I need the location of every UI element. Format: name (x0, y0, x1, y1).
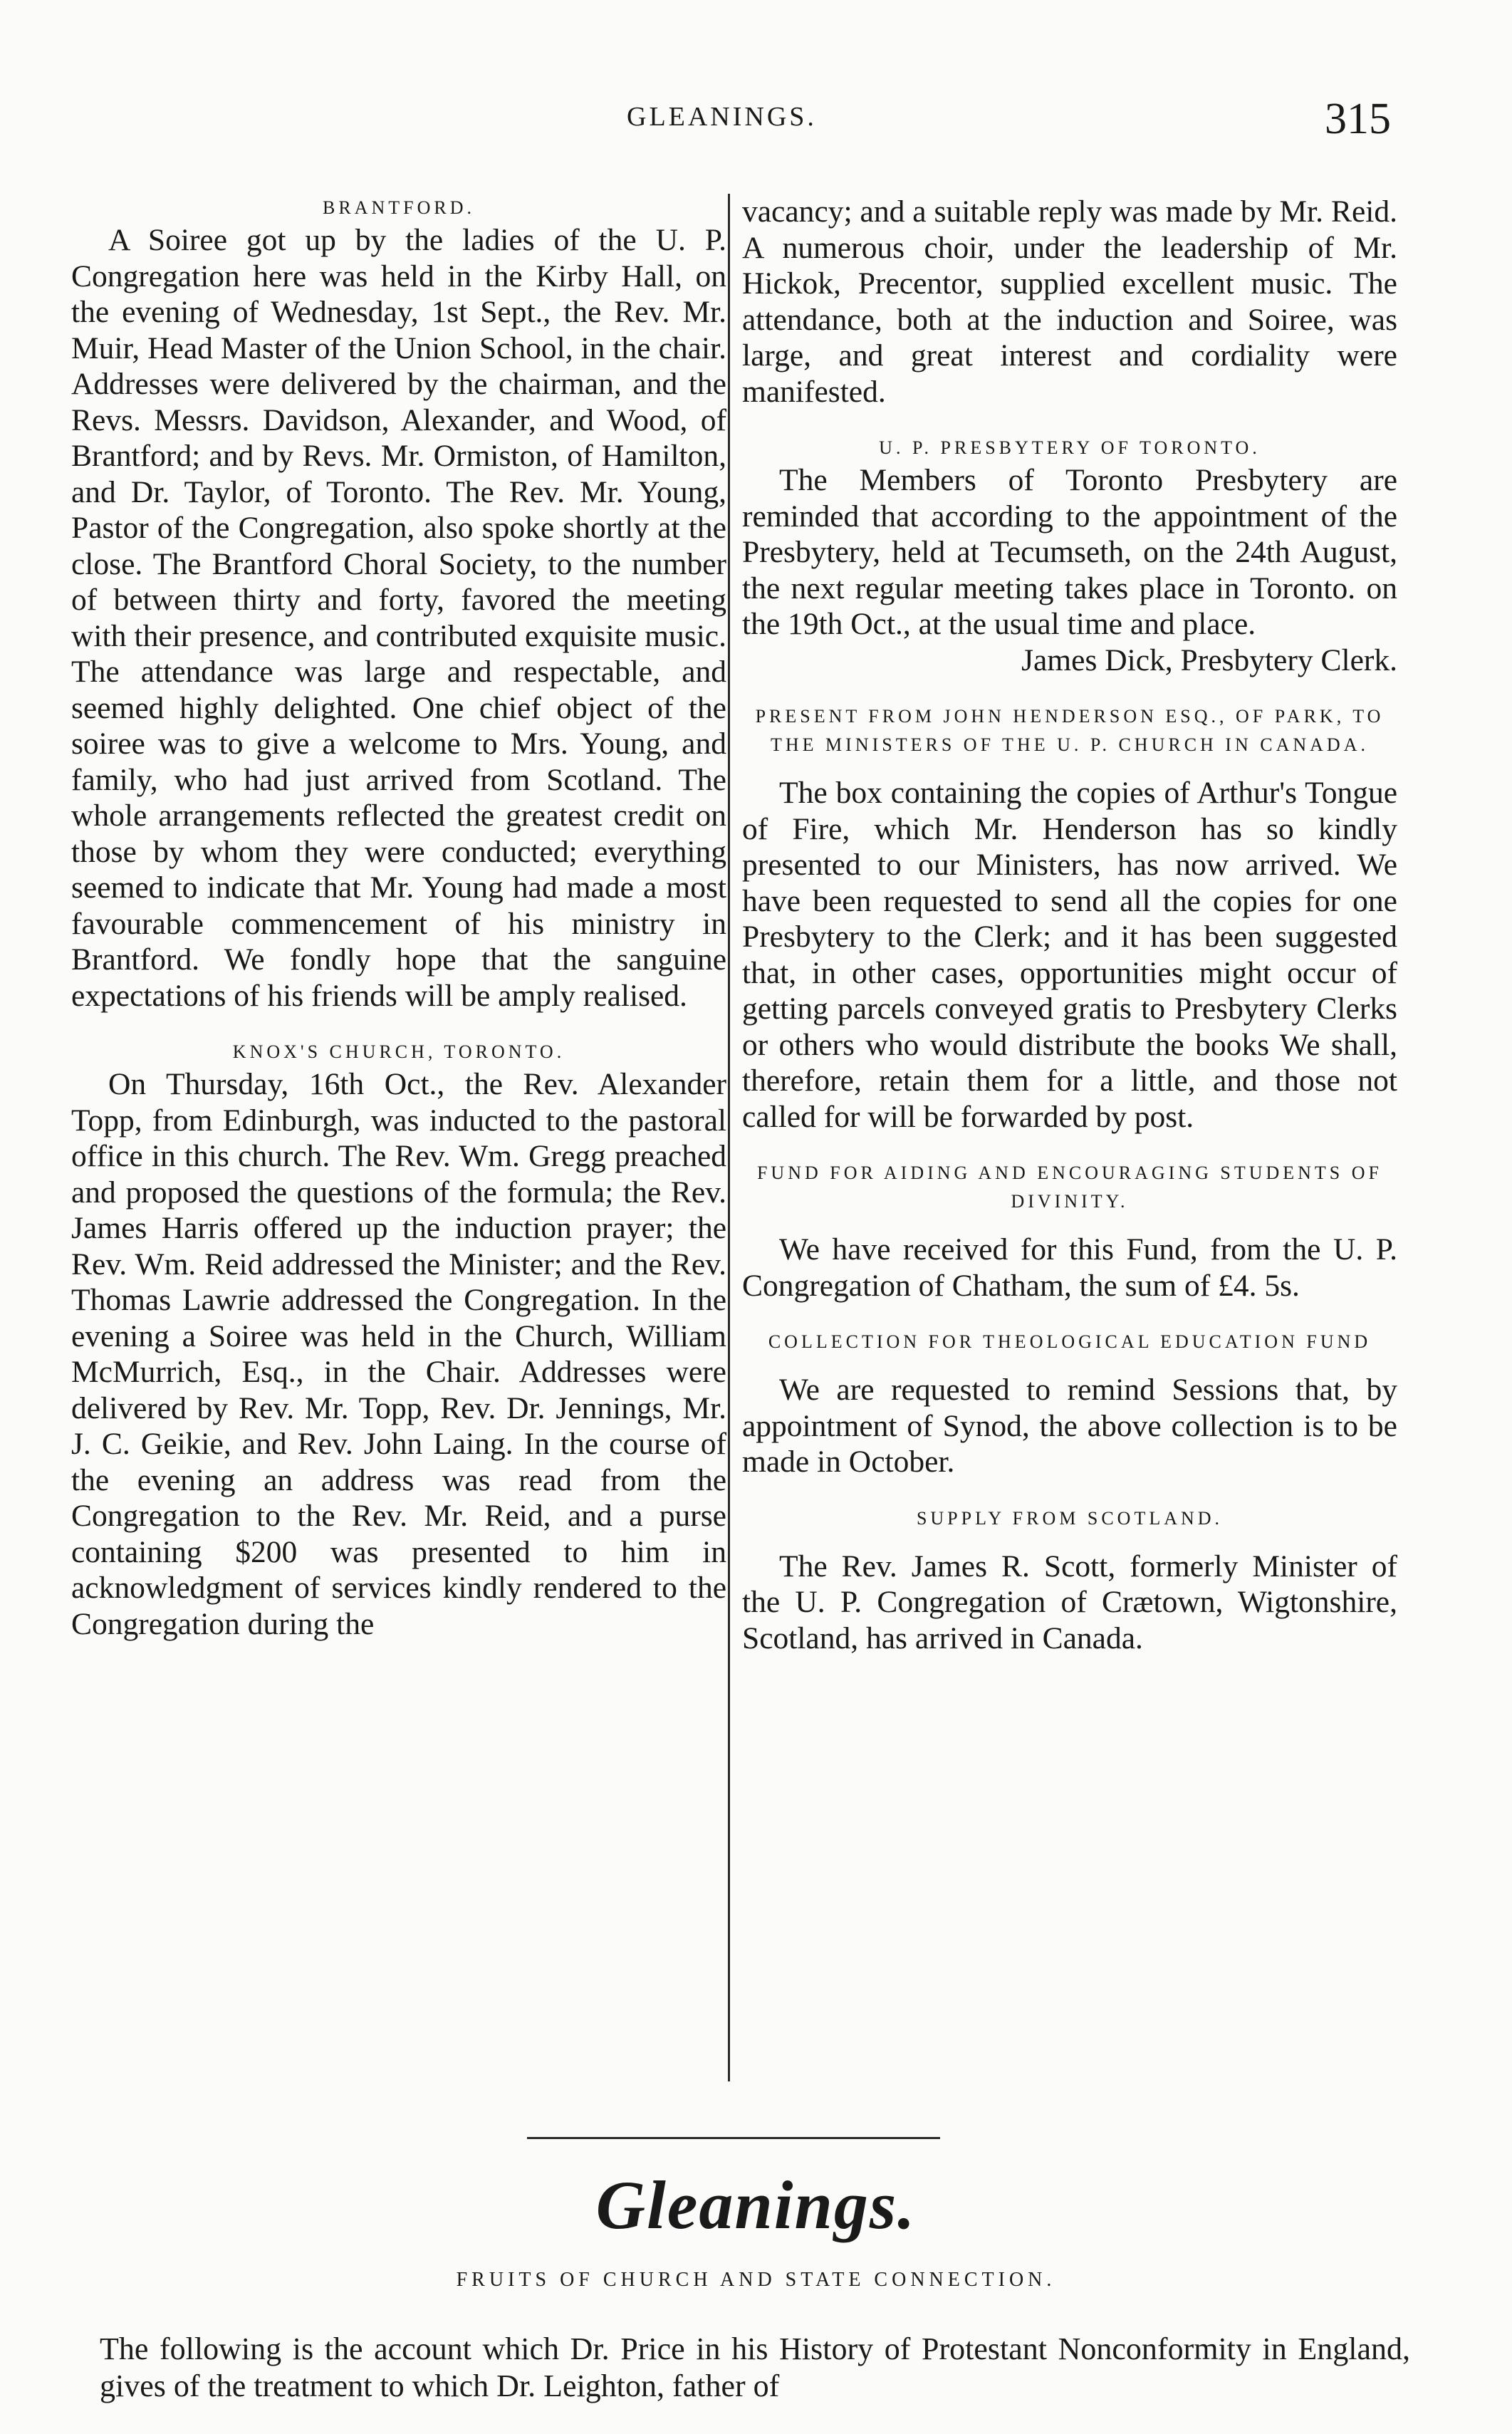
article-heading-presbytery: U. P. PRESBYTERY OF TORONTO. (879, 437, 1261, 458)
article-body-present: The box containing the copies of Arthur's Tongue of Fire, which Mr. Henderson has so kindly presented to our Ministers, has now arrived. We have been requested to send all the copies for one Presbytery to the Clerk; and it has been suggested that, in other cases, opportunities might occur of getting parcels conveyed gratis to Presbytery Clerks or others who would distribute the books We shall, therefore, retain them for a little, and those not called for will be forwarded by post. (742, 776, 1397, 1134)
article-body-knox: On Thursday, 16th Oct., the Rev. Alexander Topp, from Edinburgh, was inducted to the pastoral office in this church. The Rev. Wm. Gregg preached and proposed the questions of the formula; the Rev. James Harris offered up the induction prayer; the Rev. Wm. Reid addressed the Minister; and the Rev. Thomas Lawrie addressed the Congregation. In the evening a Soiree was held in the Church, William McMurrich, Esq., in the Chair. Addresses were delivered by Rev. Mr. Topp, Rev. Dr. Jennings, Mr. J. C. Geikie, and Rev. John Laing. In the course of the evening an address was read from the Congregation to the Rev. Mr. Reid, and a purse containing $200 was presented to him in acknowledgment of services kindly rendered to the Congregation during the (71, 1067, 726, 1641)
page-number: 315 (1325, 95, 1391, 143)
left-column (71, 194, 726, 1642)
article-body-brantford: A Soiree got up by the ladies of the U. P. Congregation here was held in the Kirby Hall, on the evening of Wednesday, 1st Sept., the Rev. Mr. Muir, Head Master of the Union School, in the chair. Addresses were delivered by the chairman, and the Revs. Messrs. Davidson, Alexander, and Wood, of Brantford; and by Revs. Mr. Ormiston, of Hamilton, and Dr. Taylor, of Toronto. The Rev. Mr. Young, Pastor of the Congregation, also spoke shortly at the close. The Brantford Choral Society, to the number of between thirty and forty, favored the meeting with their presence, and contributed exquisite music. The attendance was large and respectable, and seemed highly delighted. One chief object of the soiree was to give a welcome to Mrs. Young, and family, who had just arrived from Scotland. The whole arrangements reflected the greatest credit on those by whom they were conducted; everything seemed to indicate that Mr. Young had made a most favourable commencement of his ministry in Brantford. We fondly hope that the sanguine expectations of his friends will be amply realised. (71, 223, 726, 1013)
gleanings-section-title: Gleanings. (595, 2167, 917, 2243)
gleanings-subheading: FRUITS OF CHURCH AND STATE CONNECTION. (456, 2269, 1056, 2291)
article-heading-brantford: BRANTFORD. (323, 197, 475, 218)
presbytery-signature: James Dick, Presbytery Clerk. (1021, 643, 1397, 677)
article-continuation-knox: vacancy; and a suitable reply was made by Mr. Reid. A numerous choir, under the leadership of Mr. Hickok, Precentor, supplied excellent music. The attendance, both at the induction and Soiree, was large, and great interest and cordiality were manifested. (742, 194, 1397, 409)
article-body-presbytery: The Members of Toronto Presbytery are reminded that according to the appointment of the Presbytery, held at Tecumseth, on the 24th August, the next regular meeting takes place in Toronto. on the 19th Oct., at the usual time and place. (742, 463, 1397, 641)
article-heading-present: PRESENT FROM JOHN HENDERSON ESQ., OF PARK, TO THE MINISTERS OF THE U. P. CHURCH IN CANADA. (755, 706, 1385, 755)
column-divider (728, 194, 730, 2081)
running-title: GLEANINGS. (627, 102, 817, 132)
article-body-collection: We are requested to remind Sessions that, by appointment of Synod, the above collection is to be made in October. (742, 1373, 1397, 1479)
running-head (0, 95, 1512, 143)
article-heading-collection: COLLECTION FOR THEOLOGICAL EDUCATION FUND (768, 1331, 1372, 1352)
article-body-supply: The Rev. James R. Scott, formerly Minister of the U. P. Congregation of Crætown, Wigtonshire, Scotland, has arrived in Canada. (742, 1549, 1397, 1655)
section-rule (527, 2137, 940, 2139)
article-heading-knox: KNOX'S CHURCH, TORONTO. (232, 1041, 565, 1062)
article-heading-fund: FUND FOR AIDING AND ENCOURAGING STUDENTS OF DIVINITY. (756, 1163, 1383, 1212)
right-column (742, 194, 1397, 1656)
article-body-fund: We have received for this Fund, from the U. P. Congregation of Chatham, the sum of £4. 5s. (742, 1232, 1397, 1303)
gleanings-body: The following is the account which Dr. Price in his History of Protestant Nonconformity in England, gives of the treatment to which Dr. Leighton, father of (100, 2331, 1410, 2403)
article-heading-supply: SUPPLY FROM SCOTLAND. (916, 1507, 1224, 1529)
